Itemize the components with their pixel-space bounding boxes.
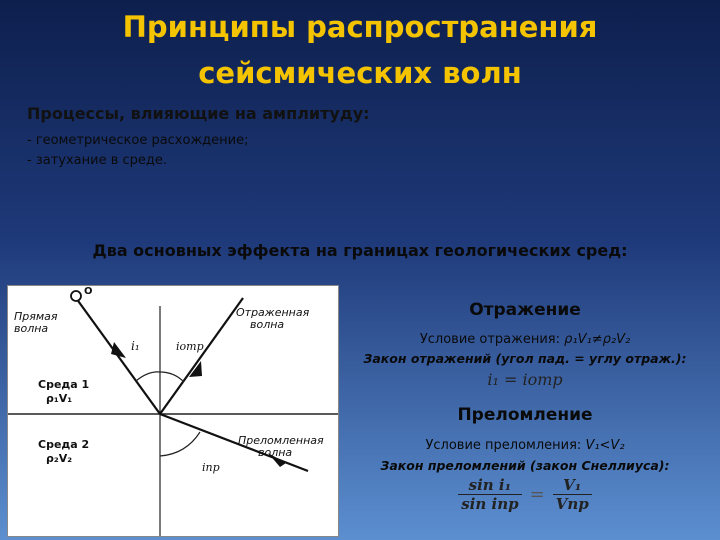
incident-label-1: Прямая <box>14 310 58 323</box>
list-item: - затухание в среде. <box>27 153 168 168</box>
reflection-condition <box>340 328 710 347</box>
wave-diagram <box>7 285 339 537</box>
angle-arc-refraction <box>160 432 200 456</box>
slide-title <box>0 4 720 96</box>
snell-right-den: Vпр <box>555 495 589 513</box>
angle-reflection-label: iотр <box>176 340 204 353</box>
medium2-params: ρ₂V₂ <box>46 452 73 465</box>
incident-label-2: волна <box>14 322 49 335</box>
reflected-label-2: волна <box>250 318 285 331</box>
reflected-ray <box>160 298 243 414</box>
snell-left-den: sin iпр <box>461 495 519 513</box>
reflection-law <box>340 348 710 367</box>
title-line-1: Принципы распространения <box>122 10 598 44</box>
snell-left-num: sin i₁ <box>458 476 521 495</box>
amplitude-list <box>27 131 248 171</box>
refraction-condition <box>340 434 710 453</box>
angle-arc-reflection <box>160 372 184 382</box>
refraction-condition-text: Условие преломления: <box>425 438 586 453</box>
wave-diagram-svg <box>8 286 338 536</box>
reflection-title: Отражение <box>469 300 581 320</box>
reflection-section <box>340 300 710 320</box>
source-label: O <box>84 286 93 297</box>
reflection-formula-text: i₁ = iотр <box>487 370 563 389</box>
refraction-formula <box>340 476 710 513</box>
reflection-formula <box>340 370 710 389</box>
refraction-section <box>340 405 710 425</box>
medium2-label: Среда 2 <box>38 438 90 451</box>
refraction-law <box>340 455 710 474</box>
reflection-law-text: Закон отражений (угол пад. = углу отраж.): <box>363 351 687 366</box>
snell-left-fraction <box>458 476 521 513</box>
refracted-label-2: волна <box>258 446 293 459</box>
refracted-label-1: Преломленная <box>238 434 324 447</box>
snell-right-num: V₁ <box>553 476 592 495</box>
source-point-icon <box>71 291 81 301</box>
list-item: - геометрическое расхождение; <box>27 133 249 148</box>
refraction-condition-expr: V₁<V₂ <box>585 438 625 453</box>
reflected-label-1: Отраженная <box>236 306 310 319</box>
reflection-condition-text: Условие отражения: <box>419 332 565 347</box>
effects-heading: Два основных эффекта на границах геологических сред: <box>92 241 628 260</box>
angle-arc-incidence <box>136 372 160 381</box>
angle-refraction-label: iпр <box>202 461 220 474</box>
angle-incidence-label: i₁ <box>131 339 140 353</box>
snell-formula <box>458 476 592 513</box>
snell-right-fraction <box>553 476 592 513</box>
title-line-2: сейсмических волн <box>198 56 522 90</box>
refraction-law-text: Закон преломлений (закон Снеллиуса): <box>380 458 670 473</box>
incident-ray <box>76 298 160 414</box>
snell-equals: = <box>529 484 545 505</box>
refraction-title: Преломление <box>457 405 593 425</box>
amplitude-heading: Процессы, влияющие на амплитуду: <box>27 104 370 123</box>
reflection-condition-expr: ρ₁V₁≠ρ₂V₂ <box>564 332 631 347</box>
medium1-params: ρ₁V₁ <box>46 392 73 405</box>
medium1-label: Среда 1 <box>38 378 90 391</box>
incident-arrow-icon <box>111 342 126 358</box>
